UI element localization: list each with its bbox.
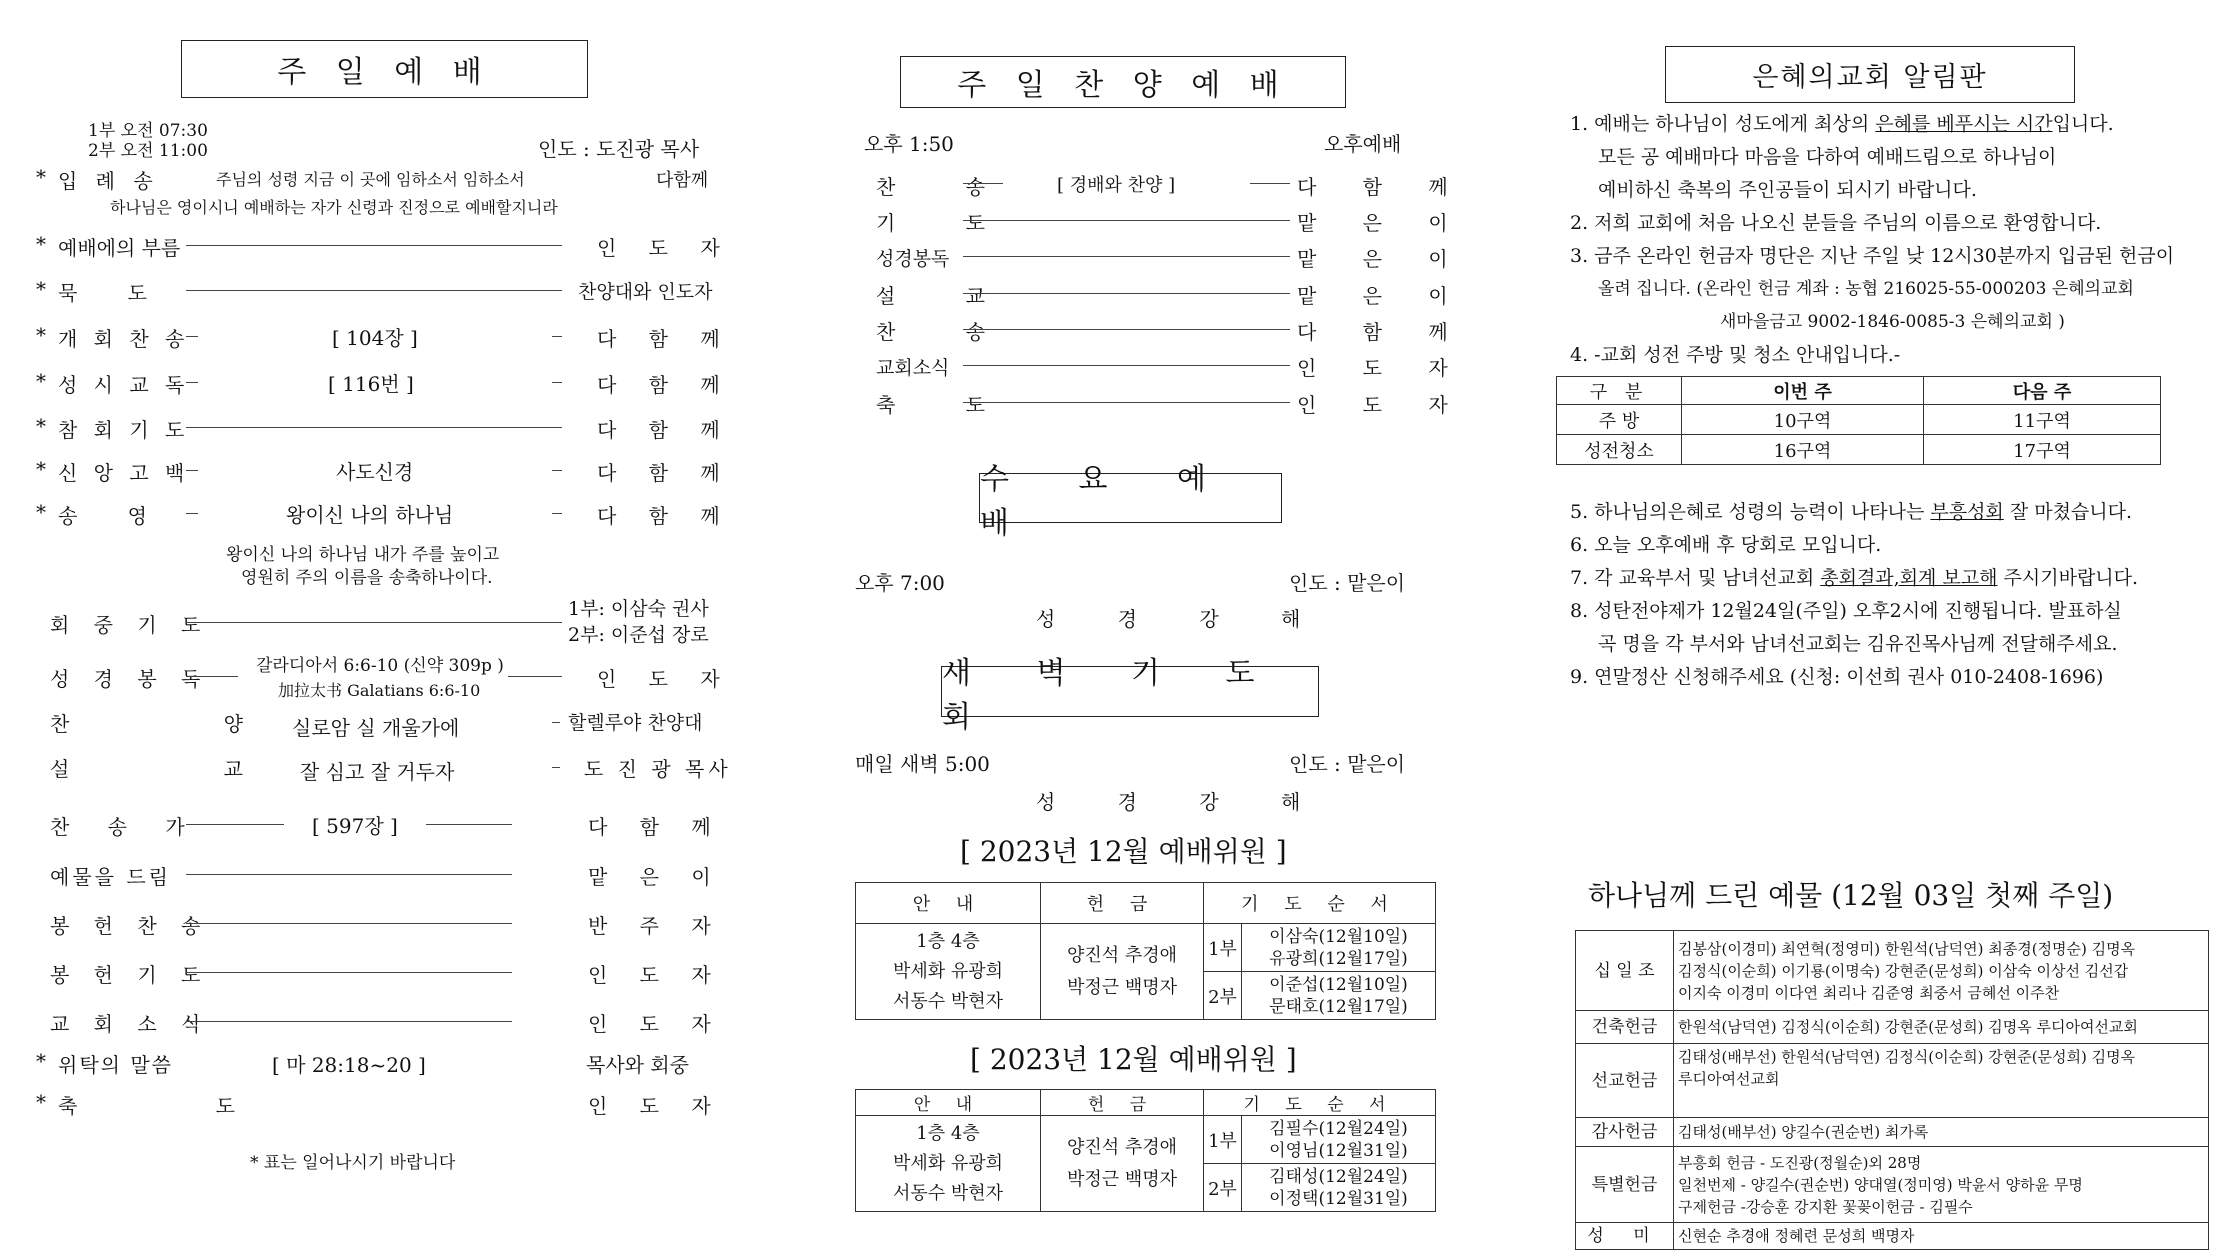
offering-line: 일천번제 - 양길수(권순번) 양대열(정미영) 박윤서 양하윤 무명 <box>1678 1175 2083 1194</box>
prayer-name: 김필수(12월24일) <box>1269 1118 1408 1139</box>
prayer-name: 이정택(12월31일) <box>1269 1188 1408 1209</box>
pm-item-sermon: 설 교 <box>876 284 1017 308</box>
guide-names-2: 서동수 박현자 <box>892 990 1004 1012</box>
offering-names <box>1674 1011 2209 1044</box>
pm-item-prayer-right: 맡 은 이 <box>1297 211 1468 235</box>
leader-dash <box>552 513 562 514</box>
entrance-verse: 하나님은 영이시니 예배하는 자가 신령과 진정으로 예배할지니라 <box>110 198 558 217</box>
clean-col-this-week: 이번 주 <box>1682 377 1924 405</box>
pm-item-hymn2: 찬 송 <box>876 320 1017 344</box>
notices-title: 은혜의교회 알림판 <box>1665 46 2075 103</box>
sermon-preacher: 도 진 광 목사 <box>584 757 732 781</box>
stand-mark: * <box>36 369 46 393</box>
item-right-hymn: 다 함 께 <box>588 815 724 839</box>
item-name-creed: 신 앙 고 백 <box>58 461 190 485</box>
offerings-table <box>1575 930 2209 1250</box>
pm-item-reading-right: 맡 은 이 <box>1297 247 1468 271</box>
notice-text: 모든 공 예배마다 마음을 다하여 예배드림으로 하나님이 <box>1598 146 2057 168</box>
clean-cell: 11구역 <box>1924 405 2161 435</box>
item-name-offering-hymn: 봉 헌 찬 송 <box>50 914 210 938</box>
committee-title-1: [ 2023년 12월 예배위원 ] <box>960 835 1287 868</box>
notice-text: 곡 명을 각 부서와 남녀선교회는 김유진목사님께 전달해주세요. <box>1598 633 2118 655</box>
item-name-responsive: 성 시 교 독 <box>58 373 190 397</box>
leader-dash <box>552 470 562 471</box>
prayer-name: 문태호(12월17일) <box>1269 996 1408 1017</box>
leader-dash <box>186 470 198 471</box>
offering-names-2: 박정근 백명자 <box>1066 1168 1178 1190</box>
pm-item-benediction-right: 인 도 자 <box>1297 393 1468 417</box>
offering-label: 특별헌금 <box>1576 1147 1674 1223</box>
item-name-prayer: 회 중 기 도 <box>50 613 210 637</box>
offering-line: 부흥회 헌금 - 도진광(정월순)외 28명 <box>1678 1153 1922 1172</box>
item-right-repentance: 다 함 께 <box>597 418 733 442</box>
notice-text: 예비하신 축복의 주인공들이 되시기 바랍니다. <box>1598 179 1977 201</box>
item-right-benediction: 인 도 자 <box>588 1094 724 1118</box>
item-right-commission: 목사와 회중 <box>586 1053 689 1077</box>
leader-dash <box>552 767 560 768</box>
wednesday-leader: 인도 : 맡은이 <box>1289 571 1406 595</box>
notice-text: 5. 하나님의은혜로 성령의 능력이 나타나는 <box>1570 501 1931 523</box>
afternoon-time: 오후 1:50 <box>864 132 954 156</box>
stand-mark: * <box>36 165 46 189</box>
notice-9: 9. 연말정산 신청해주세요 (신청: 이선희 권사 010-2408-1696) <box>1570 666 2104 688</box>
notice-6: 6. 오늘 오후예배 후 당회로 모입니다. <box>1570 534 1882 556</box>
scripture-ref-chinese: 加拉太书 Galatians 6:6-10 <box>278 681 481 700</box>
prayer-names <box>1242 1116 1436 1164</box>
dotted-leader <box>186 923 512 924</box>
prayer-name: 이준섭(12월10일) <box>1269 974 1408 995</box>
leader-dash <box>1250 183 1290 184</box>
part-label: 1부 <box>1204 924 1242 972</box>
leader-dash <box>186 824 284 825</box>
item-name-commission: 위탁의 말씀 <box>58 1053 173 1077</box>
notice-text: 7. 각 교육부서 및 남녀선교회 <box>1570 567 1821 589</box>
offering-names <box>1674 1223 2209 1250</box>
clean-cell: 10구역 <box>1682 405 1924 435</box>
prayer-leader-2: 2부: 이준섭 장로 <box>568 624 709 646</box>
offering-label: 선교헌금 <box>1576 1044 1674 1118</box>
notice-text: 1. 예배는 하나님이 성도에게 최상의 <box>1570 113 1876 135</box>
dotted-leader <box>186 245 562 246</box>
sunday-title: 주 일 예 배 <box>181 40 588 98</box>
commission-ref: [ 마 28:18~20 ] <box>272 1053 426 1077</box>
doxology-lyric-2: 영원히 주의 이름을 송축하나이다. <box>241 568 493 588</box>
leader-dash <box>508 676 562 677</box>
dawn-title: 새 벽 기 도 회 <box>941 666 1319 717</box>
part-label: 2부 <box>1204 972 1242 1020</box>
item-right-call: 인 도 자 <box>597 236 733 260</box>
notice-8: 8. 성탄전야제가 12월24일(주일) 오후2시에 진행됩니다. 발표하실 <box>1570 600 2122 622</box>
pm-item-news-right: 인 도 자 <box>1297 356 1468 380</box>
offering-line: 김봉삼(이경미) 최연혁(정영미) 한원석(남덕연) 최종경(정명순) 김명옥 <box>1678 939 2136 958</box>
dotted-leader <box>186 290 562 291</box>
notice-1 <box>1570 108 2174 372</box>
notice-text: 올려 집니다. (온라인 헌금 계좌 : 농협 216025-55-000203 은혜의교회 <box>1598 279 2134 299</box>
leader-dash <box>426 824 512 825</box>
guide-cell <box>856 1116 1041 1212</box>
pm-item-reading: 성경봉독 <box>876 248 950 270</box>
clean-cell: 16구역 <box>1682 435 1924 465</box>
sunday-time-1: 1부 오전 07:30 <box>88 121 208 141</box>
item-right-church-news: 인 도 자 <box>588 1012 724 1036</box>
item-name-benediction: 축 도 <box>58 1094 301 1118</box>
item-mid-responsive: [ 116번 ] <box>328 372 414 396</box>
pm-item-hymn2-right: 다 함 께 <box>1297 320 1468 344</box>
prayer-leader-1: 1부: 이삼숙 권사 <box>568 598 709 620</box>
guide-floors: 1층 4층 <box>916 930 980 952</box>
item-name-silent: 묵 도 <box>58 281 169 305</box>
notices-lower <box>1570 496 2138 694</box>
offerings-title: 하나님께 드린 예물 (12월 03일 첫째 주일) <box>1588 879 2114 912</box>
item-name-repentance: 참 회 기 도 <box>58 418 190 442</box>
pm-hymn-mid: [ 경배와 찬양 ] <box>1057 175 1176 196</box>
afternoon-title: 주 일 찬 양 예 배 <box>900 56 1346 108</box>
pm-item-news: 교회소식 <box>876 357 950 379</box>
prayer-name: 이영님(12월31일) <box>1269 1140 1408 1161</box>
sunday-time-2: 2부 오전 11:00 <box>88 141 208 161</box>
notice-4: 4. -교회 성전 주방 및 청소 안내입니다.- <box>1570 344 1901 366</box>
stand-mark: * <box>36 457 46 481</box>
wednesday-title: 수 요 예 배 <box>979 473 1282 523</box>
item-name-sermon: 설 교 <box>50 757 317 781</box>
prayer-name: 이삼숙(12월10일) <box>1269 926 1408 947</box>
notice-2: 2. 저희 교회에 처음 나오신 분들을 주님의 이름으로 환영합니다. <box>1570 212 2102 234</box>
notice-text: 잘 마쳤습니다. <box>2003 501 2133 523</box>
stand-mark: * <box>36 323 46 347</box>
part-label: 1부 <box>1204 1116 1242 1164</box>
dawn-leader: 인도 : 맡은이 <box>1289 752 1406 776</box>
leader-dash <box>186 676 238 677</box>
guide-names-1: 박세화 유광희 <box>892 960 1004 982</box>
offering-label: 건축헌금 <box>1576 1011 1674 1044</box>
prayer-name: 유광희(12월17일) <box>1269 948 1408 969</box>
item-right-offering-prayer: 인 도 자 <box>588 963 724 987</box>
item-name-call: 예배에의 부름 <box>58 236 181 260</box>
offering-names-2: 박정근 백명자 <box>1066 976 1178 998</box>
dotted-leader <box>186 972 512 973</box>
committee-title-2: [ 2023년 12월 예배위원 ] <box>970 1043 1297 1076</box>
item-right-entrance: 다함께 <box>656 170 709 191</box>
item-right-creed: 다 함 께 <box>597 461 733 485</box>
offering-line: 이지숙 이경미 이다연 최리나 김준영 최중서 금혜선 이주찬 <box>1678 983 2060 1002</box>
cleaning-table <box>1556 376 2161 465</box>
item-name-offering: 예물을 드림 <box>50 865 171 889</box>
offering-label: 성 미 <box>1576 1223 1674 1250</box>
offering-line: 한원석(남덕연) 김정식(이순희) 강현준(문성희) 김명옥 루디아여선교회 <box>1678 1018 2138 1036</box>
notice-underline: 부흥성회 <box>1930 501 2004 523</box>
stand-mark: * <box>36 500 46 524</box>
col-prayer: 기 도 순 서 <box>1204 1090 1436 1116</box>
guide-names-2: 서동수 박현자 <box>892 1182 1004 1204</box>
stand-mark: * <box>36 1049 46 1073</box>
offering-label: 감사헌금 <box>1576 1118 1674 1147</box>
dotted-leader <box>963 365 1290 366</box>
offering-line: 루디아여선교회 <box>1678 1070 1780 1088</box>
notice-underline: 총회결과,회계 보고해 <box>1820 567 1998 589</box>
guide-cell <box>856 924 1041 1020</box>
offering-names <box>1674 1118 2209 1147</box>
stand-mark: * <box>36 232 46 256</box>
offering-cell <box>1041 924 1204 1020</box>
pm-item-sermon-right: 맡 은 이 <box>1297 284 1468 308</box>
item-name-offering-prayer: 봉 헌 기 도 <box>50 963 210 987</box>
guide-names-1: 박세화 유광희 <box>892 1152 1004 1174</box>
offering-names <box>1674 1147 2209 1223</box>
offering-cell <box>1041 1116 1204 1212</box>
dotted-leader <box>186 427 562 428</box>
item-right-opening-hymn: 다 함 께 <box>597 327 733 351</box>
leader-dash <box>552 382 562 383</box>
item-name-choir: 찬 양 <box>50 712 317 736</box>
item-name-doxology: 송 영 <box>58 504 169 528</box>
item-name-church-news: 교 회 소 식 <box>50 1012 210 1036</box>
hymn-number: [ 597장 ] <box>312 814 398 838</box>
item-name-entrance: 입 례 송 <box>58 169 159 193</box>
col-guide: 안 내 <box>856 883 1041 924</box>
clean-col-next-week: 다음 주 <box>1924 377 2161 405</box>
offering-line: 신현순 추경애 정혜련 문성희 백명자 <box>1678 1227 1915 1245</box>
dotted-leader <box>963 293 1290 294</box>
doxology-lyric-1: 왕이신 나의 하나님 내가 주를 높이고 <box>226 545 500 565</box>
stand-footnote: * 표는 일어나시기 바랍니다 <box>250 1153 456 1173</box>
stand-mark: * <box>36 277 46 301</box>
prayer-names <box>1242 924 1436 972</box>
notice-text: 입니다. <box>2052 113 2114 135</box>
scripture-ref-korean: 갈라디아서 6:6-10 (신약 309p ) <box>256 656 504 676</box>
pm-item-benediction: 축 도 <box>876 393 1017 417</box>
offering-names <box>1674 1044 2209 1118</box>
dotted-leader <box>186 1021 512 1022</box>
pm-item-prayer: 기 도 <box>876 211 1017 235</box>
clean-cell: 주 방 <box>1557 405 1682 435</box>
item-name-hymn: 찬 송 가 <box>50 815 201 839</box>
dotted-leader <box>186 874 512 875</box>
clean-col-category: 구 분 <box>1557 377 1682 405</box>
offering-names <box>1674 931 2209 1011</box>
sermon-title: 잘 심고 잘 거두자 <box>300 760 455 784</box>
dotted-leader <box>963 256 1290 257</box>
clean-cell: 17구역 <box>1924 435 2161 465</box>
guide-floors: 1층 4층 <box>916 1122 980 1144</box>
notice-underline: 은혜를 베푸시는 시간 <box>1875 113 2053 135</box>
prayer-names <box>1242 972 1436 1020</box>
leader-dash <box>186 382 198 383</box>
item-right-offering: 맡 은 이 <box>588 865 724 889</box>
item-right-responsive: 다 함 께 <box>597 373 733 397</box>
dotted-leader <box>963 402 1290 403</box>
offering-names-1: 양진석 추경애 <box>1066 1136 1178 1158</box>
offering-line: 김태성(배부선) 양길수(권순번) 최가록 <box>1678 1123 1929 1141</box>
offering-line: 김정식(이순희) 이기룡(이명숙) 강현준(문성희) 이삼숙 이상선 김선갑 <box>1678 961 2129 980</box>
pm-item-hymn-right: 다 함 께 <box>1297 175 1468 199</box>
wednesday-time: 오후 7:00 <box>855 571 945 595</box>
notice-text: 새마을금고 9002-1846-0085-3 은혜의교회 ) <box>1720 312 2065 332</box>
part-label: 2부 <box>1204 1164 1242 1212</box>
leader-dash <box>552 336 562 337</box>
prayer-names <box>1242 1164 1436 1212</box>
stand-mark: * <box>36 414 46 438</box>
item-name-opening-hymn: 개 회 찬 송 <box>58 327 190 351</box>
prayer-name: 김태성(12월24일) <box>1269 1166 1408 1187</box>
dawn-time: 매일 새벽 5:00 <box>855 752 990 776</box>
item-right-doxology: 다 함 께 <box>597 504 733 528</box>
dotted-leader <box>963 220 1290 221</box>
pm-item-hymn: 찬 송 <box>876 175 1017 199</box>
sunday-leader: 인도 : 도진광 목사 <box>538 137 700 161</box>
committee-table-2 <box>855 1089 1436 1212</box>
wednesday-content: 성 경 강 해 <box>1036 607 1329 631</box>
item-right-scripture: 인 도 자 <box>597 667 733 691</box>
item-mid-opening-hymn: [ 104장 ] <box>332 326 418 350</box>
committee-table-1 <box>855 882 1436 1020</box>
col-guide: 안 내 <box>856 1090 1041 1116</box>
afternoon-label: 오후예배 <box>1324 132 1402 156</box>
item-name-scripture: 성 경 봉 독 <box>50 667 210 691</box>
item-mid-entrance: 주님의 성령 지금 이 곳에 임하소서 임하소서 <box>216 170 525 189</box>
dawn-content: 성 경 강 해 <box>1036 790 1329 814</box>
notice-text: 주시기바랍니다. <box>1997 567 2139 589</box>
col-offering: 헌 금 <box>1041 883 1204 924</box>
item-right-offering-hymn: 반 주 자 <box>588 914 724 938</box>
item-mid-doxology: 왕이신 나의 하나님 <box>286 503 454 527</box>
offering-label: 십 일 조 <box>1576 931 1674 1011</box>
choir-name: 할렐루야 찬양대 <box>568 712 703 734</box>
item-mid-creed: 사도신경 <box>336 460 414 484</box>
dotted-leader <box>963 329 1290 330</box>
stand-mark: * <box>36 1090 46 1114</box>
choir-song: 실로암 실 개울가에 <box>292 716 460 740</box>
dotted-leader <box>186 622 562 623</box>
clean-cell: 성전청소 <box>1557 435 1682 465</box>
notice-3: 3. 금주 온라인 헌금자 명단은 지난 주일 낮 12시30분까지 입금된 헌금이 <box>1570 245 2175 267</box>
col-offering: 헌 금 <box>1041 1090 1204 1116</box>
offering-names-1: 양진석 추경애 <box>1066 944 1178 966</box>
leader-dash <box>186 513 198 514</box>
leader-dash <box>186 336 198 337</box>
item-right-silent: 찬양대와 인도자 <box>578 281 713 303</box>
col-prayer: 기 도 순 서 <box>1204 883 1436 924</box>
offering-line: 구제헌금 -강승훈 강지환 꽃꽂이헌금 - 김필수 <box>1678 1197 1973 1216</box>
leader-dash <box>552 722 560 723</box>
offering-line: 김태성(배부선) 한원석(남덕연) 김정식(이순희) 강현준(문성희) 김명옥 <box>1678 1048 2136 1066</box>
leader-dash <box>963 183 1003 184</box>
